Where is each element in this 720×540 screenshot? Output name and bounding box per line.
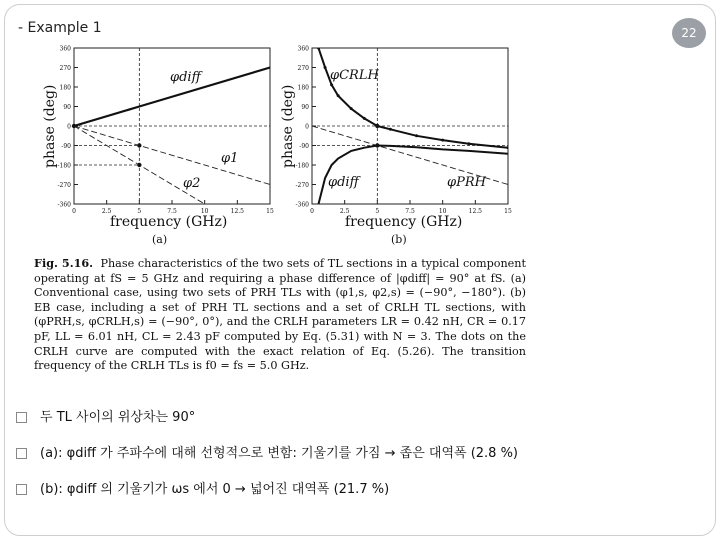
- data-point: [467, 142, 470, 145]
- y-tick-label: 0: [67, 123, 71, 131]
- figure-caption: [34, 256, 526, 374]
- bullet-list: [16, 410, 696, 518]
- data-point: [337, 94, 340, 97]
- y-tick-label: 90: [63, 104, 71, 111]
- x-tick-label: 12.5: [468, 208, 483, 215]
- y-tick-label: 360: [297, 45, 309, 53]
- panel-b-xlabel: frequency (GHz): [345, 214, 463, 230]
- y-tick-label: 0: [305, 123, 309, 131]
- x-tick-label: 2.5: [101, 208, 112, 215]
- label-phi-1: φ1: [221, 151, 239, 166]
- label-phi-diff-b: φdiff: [328, 175, 359, 190]
- y-tick-label: -90: [299, 143, 309, 150]
- page-number-badge: 22: [672, 18, 706, 48]
- data-point: [389, 128, 392, 131]
- bullet-text: 두 TL 사이의 위상차는 90°: [40, 410, 196, 425]
- list-item: [16, 446, 696, 482]
- x-tick-label: 10: [200, 208, 209, 215]
- x-tick-label: 5: [375, 208, 380, 215]
- label-phi-2: φ2: [183, 176, 201, 191]
- square-bullet-icon: [16, 484, 27, 495]
- y-tick-label: 180: [297, 84, 309, 92]
- x-tick-label: 12.5: [230, 208, 245, 215]
- x-tick-label: 10: [438, 208, 447, 215]
- data-point: [317, 47, 320, 50]
- x-tick-label: 15: [266, 208, 274, 215]
- data-point: [137, 143, 141, 147]
- data-point: [330, 83, 333, 86]
- data-point: [415, 134, 418, 137]
- panel-a-xlabel: frequency (GHz): [110, 214, 228, 230]
- label-phi-crlh: φCRLH: [330, 68, 379, 83]
- y-tick-label: 270: [297, 65, 309, 72]
- x-tick-label: 2.5: [339, 208, 350, 215]
- slide-title: - Example 1: [18, 20, 102, 36]
- y-tick-label: 90: [301, 104, 309, 111]
- data-point: [441, 139, 444, 142]
- panel-b-sublabel: (b): [391, 233, 407, 246]
- panel-a-sublabel: (a): [152, 233, 168, 246]
- data-point: [375, 143, 379, 147]
- figure-phase-characteristics: [0, 0, 720, 250]
- list-item: [16, 410, 696, 446]
- data-point: [72, 124, 76, 128]
- y-tick-label: -360: [57, 201, 71, 209]
- x-tick-label: 5: [137, 208, 142, 215]
- data-point: [324, 66, 327, 69]
- panel-b-ylabel: phase (deg): [280, 84, 296, 168]
- square-bullet-icon: [16, 448, 27, 459]
- label-phi-prh: φPRH: [447, 175, 486, 190]
- y-tick-label: -270: [295, 182, 309, 189]
- y-tick-label: 180: [59, 84, 71, 92]
- y-tick-label: 270: [59, 65, 71, 72]
- y-tick-label: -180: [57, 162, 71, 170]
- label-phi-diff-a: φdiff: [170, 70, 201, 85]
- caption-figlabel: Fig. 5.16.: [34, 256, 94, 270]
- x-tick-label: 15: [504, 208, 512, 215]
- data-point: [350, 107, 353, 110]
- chart-panel-b: [280, 46, 512, 247]
- data-point: [363, 117, 366, 120]
- y-tick-label: -270: [57, 182, 71, 189]
- data-point: [507, 146, 510, 149]
- y-tick-label: -180: [295, 162, 309, 170]
- bullet-text: (b): φdiff 의 기울기가 ωs 에서 0 → 넓어진 대역폭 (21.7 %): [40, 482, 390, 497]
- data-point: [137, 163, 141, 167]
- x-tick-label: 0: [72, 208, 76, 215]
- caption-text: Phase characteristics of the two sets of TL sections in a typical component operating at fS = 5 GHz and requiring a phase difference of |φdiff| = 90° at fS. (a) Conventional case, using two sets of PRH TLs with (φ1,s, φ2,s) = (−90°, −180°). (b) EB case, including a set of PRH TL sections and a set of CRLH TL sections, with (φPRH,s, φCRLH,s) = (−90°, 0°), and the CRLH parameters LR = 0.42 nH, CR = 0.17 pF, LL = 6.01 nH, CL = 2.43 pF computed by Eq. (5.31) with N = 3. The dots on the CRLH curve are computed with the exact relation of Eq. (5.26). The transition frequency of the CRLH TLs is f0 = fs = 5.0 GHz.: [34, 257, 526, 373]
- x-tick-label: 7.5: [167, 208, 177, 215]
- chart-panel-a: [42, 46, 274, 247]
- y-tick-label: 360: [59, 45, 71, 53]
- square-bullet-icon: [16, 412, 27, 423]
- list-item: [16, 482, 696, 518]
- x-tick-label: 7.5: [405, 208, 415, 215]
- bullet-text: (a): φdiff 가 주파수에 대해 선형적으로 변함: 기울기를 가짐 → 좁은 대역폭 (2.8 %): [40, 446, 518, 461]
- x-tick-label: 0: [310, 208, 314, 215]
- panel-a-ylabel: phase (deg): [42, 84, 58, 168]
- data-point: [375, 124, 379, 128]
- y-tick-label: -360: [295, 201, 309, 209]
- y-tick-label: -90: [61, 143, 71, 150]
